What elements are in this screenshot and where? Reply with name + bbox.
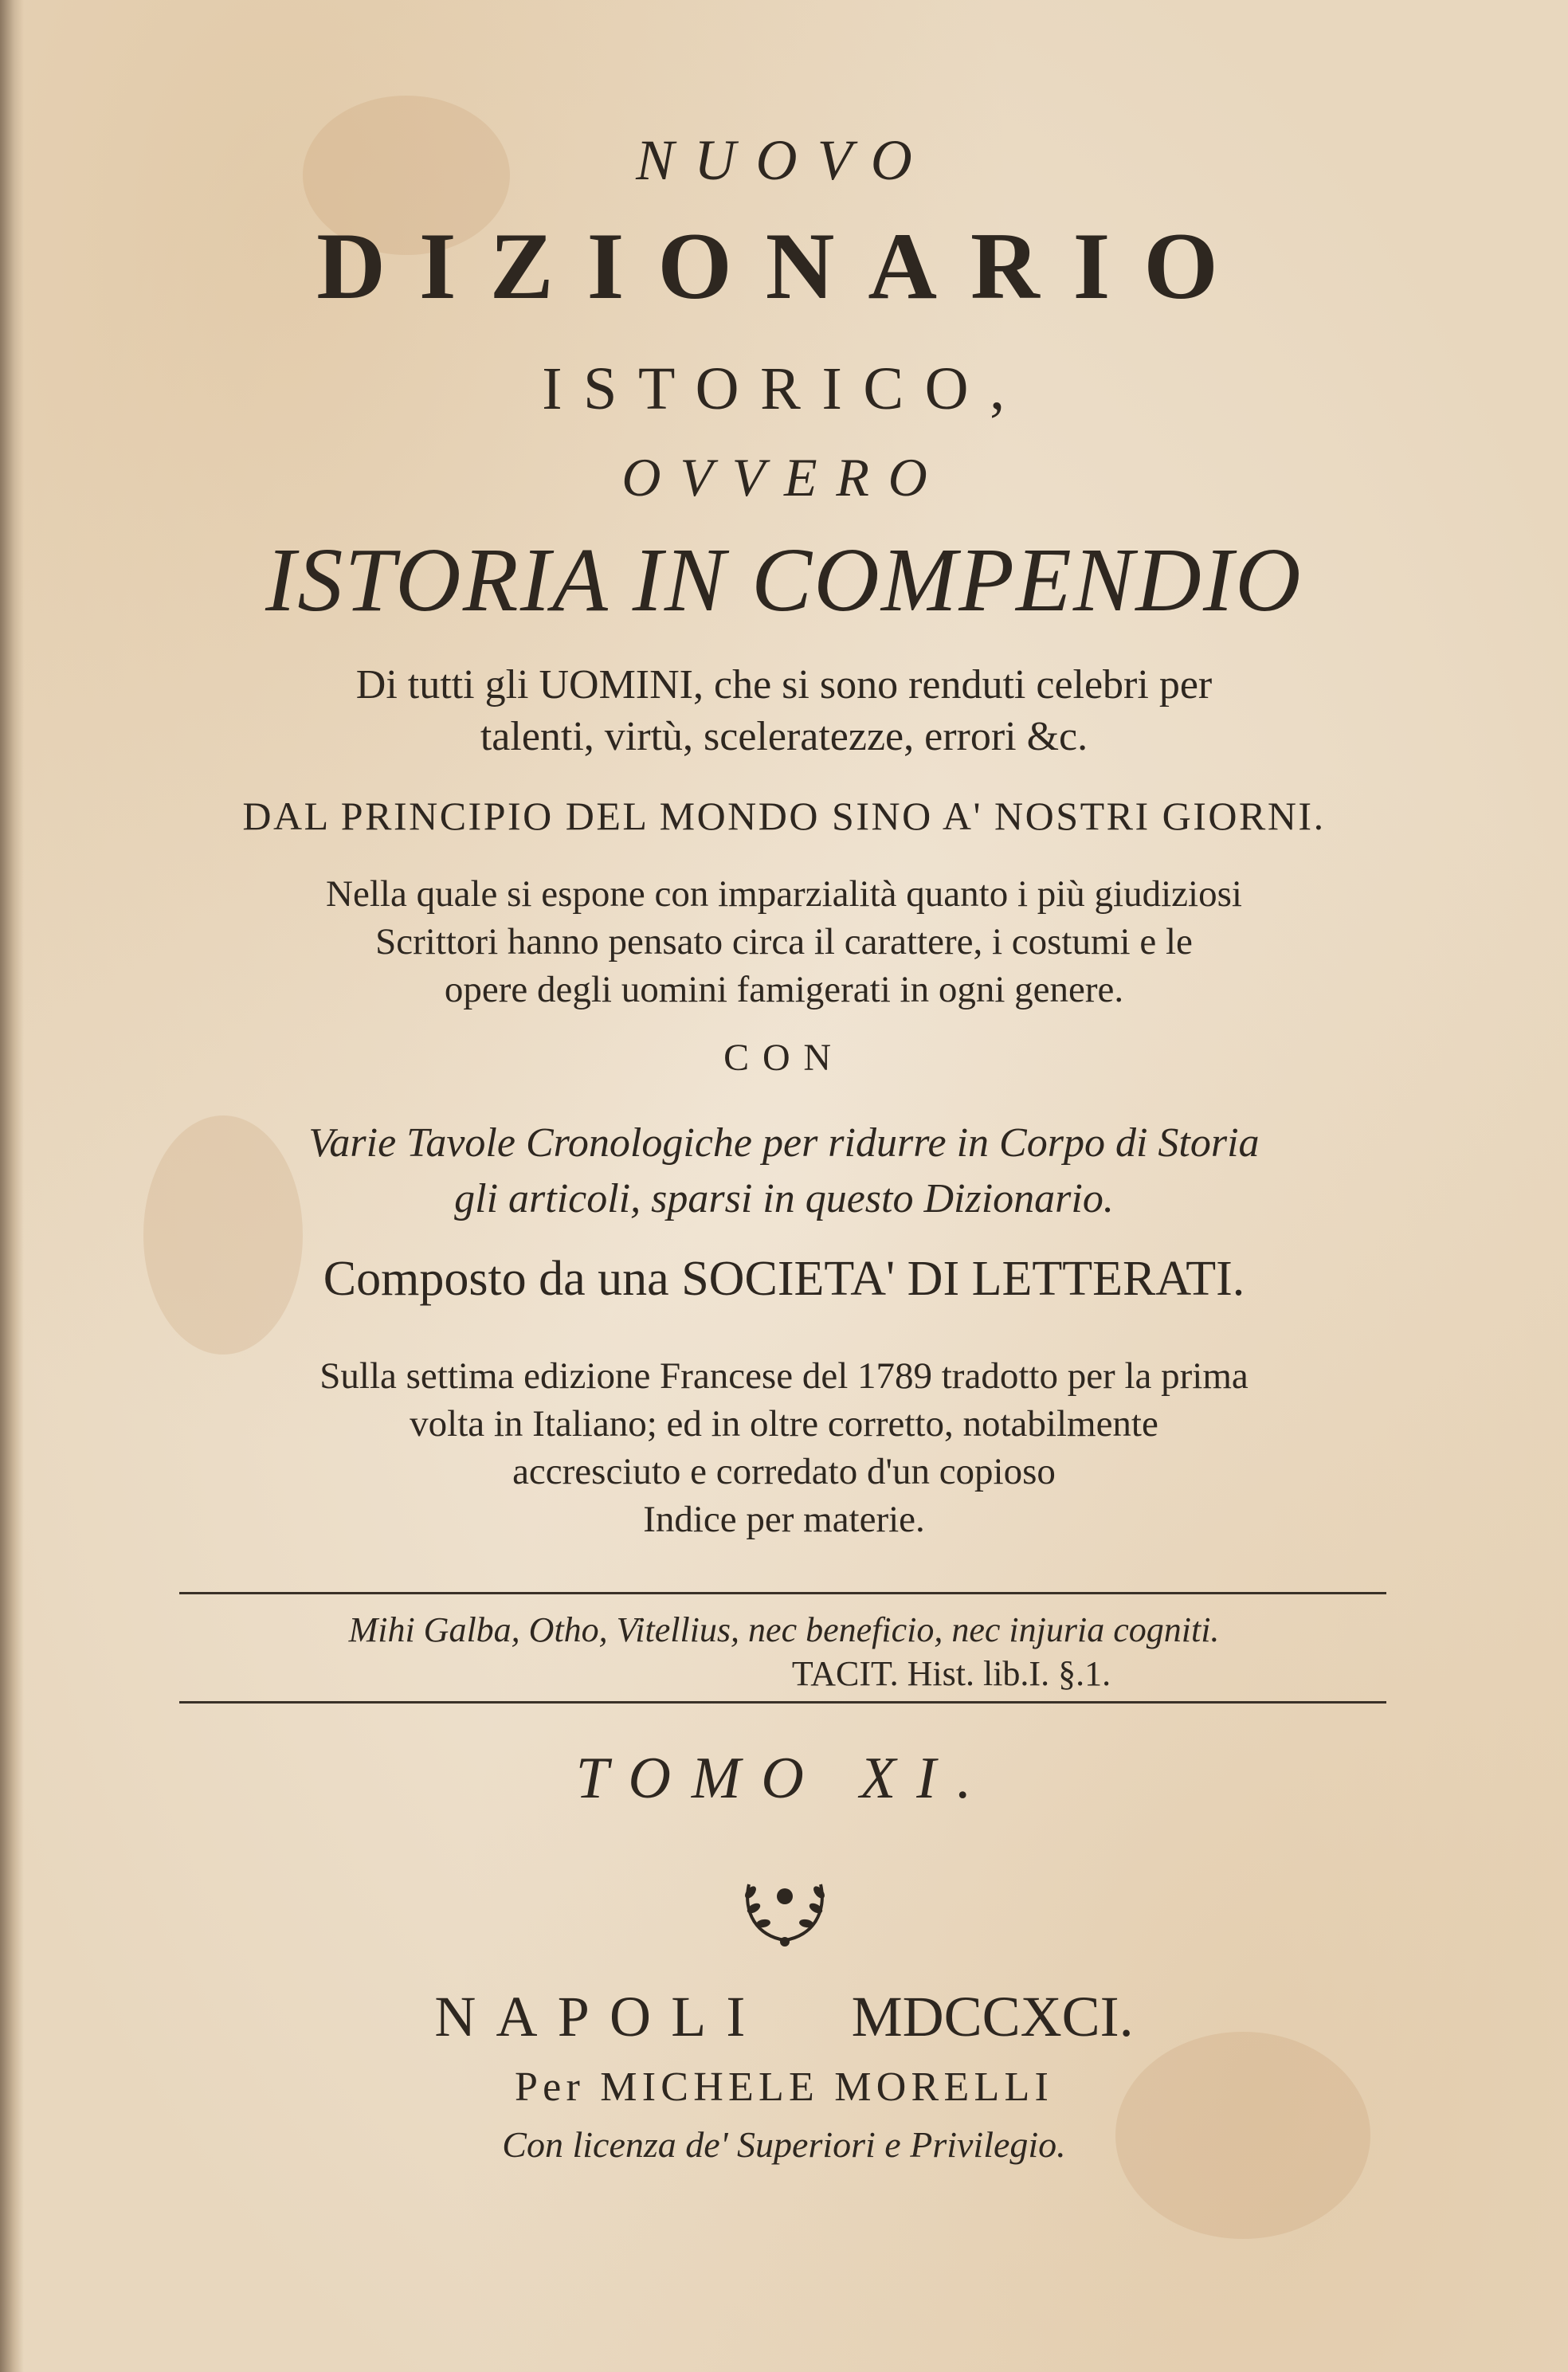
paragraph-line-3: opere degli uomini famigerati in ogni genere.	[444, 969, 1124, 1010]
description-line-2: talenti, virtù, sceleratezze, errori &c.	[480, 714, 1088, 759]
period-line: DAL PRINCIPIO DEL MONDO SINO A' NOSTRI GIORNI.	[242, 794, 1326, 838]
paragraph-line-2: Scrittori hanno pensato circa il carattere, i costumi e le	[375, 921, 1193, 963]
quote-source: TACIT. Hist. lib.I. §.1.	[791, 1654, 1111, 1693]
tomo-label: TOMO XI.	[575, 1746, 993, 1811]
licence-line: Con licenza de' Superiori e Privilegio.	[502, 2124, 1066, 2165]
paragraph-line-1: Nella quale si espone con imparzialità quanto i più giudiziosi	[326, 873, 1242, 915]
heading-dizionario: DIZIONARIO	[316, 213, 1252, 319]
printer-line: Per MICHELE MORELLI	[514, 2064, 1054, 2110]
edition-line-2: volta in Italiano; ed in oltre corretto, notabilmente	[410, 1403, 1158, 1445]
latin-quote: Mihi Galba, Otho, Vitellius, nec beneficio, nec injuria cogniti.	[348, 1610, 1220, 1649]
tavole-line-2: gli articoli, sparsi in questo Dizionario.	[454, 1176, 1114, 1221]
bottom-divider	[179, 1701, 1386, 1704]
imprint-year: MDCCXCI.	[851, 1985, 1134, 2049]
tavole-line-1: Varie Tavole Cronologiche per ridurre in Corpo di Storia	[308, 1120, 1260, 1166]
imprint-place: NAPOLI	[434, 1985, 766, 2049]
edition-line-4: Indice per materie.	[643, 1499, 925, 1540]
composto-line: Composto da una SOCIETA' DI LETTERATI.	[323, 1252, 1245, 1306]
heading-ovvero: OVVERO	[621, 447, 947, 508]
laurel-wreath-ornament	[733, 1864, 837, 1952]
heading-istorico: ISTORICO,	[542, 355, 1026, 422]
edition-line-3: accresciuto e corredato d'un copioso	[512, 1451, 1056, 1492]
heading-istoria-in-compendio: ISTORIA IN COMPENDIO	[265, 529, 1303, 630]
top-divider	[179, 1592, 1386, 1594]
edition-line-1: Sulla settima edizione Francese del 1789 tradotto per la prima	[319, 1355, 1249, 1397]
con-label: CON	[723, 1037, 845, 1079]
description-line-1: Di tutti gli UOMINI, che si sono renduti celebri per	[355, 662, 1213, 708]
imprint-place-year	[0, 1984, 1568, 2050]
heading-nuovo: NUOVO	[636, 128, 932, 192]
